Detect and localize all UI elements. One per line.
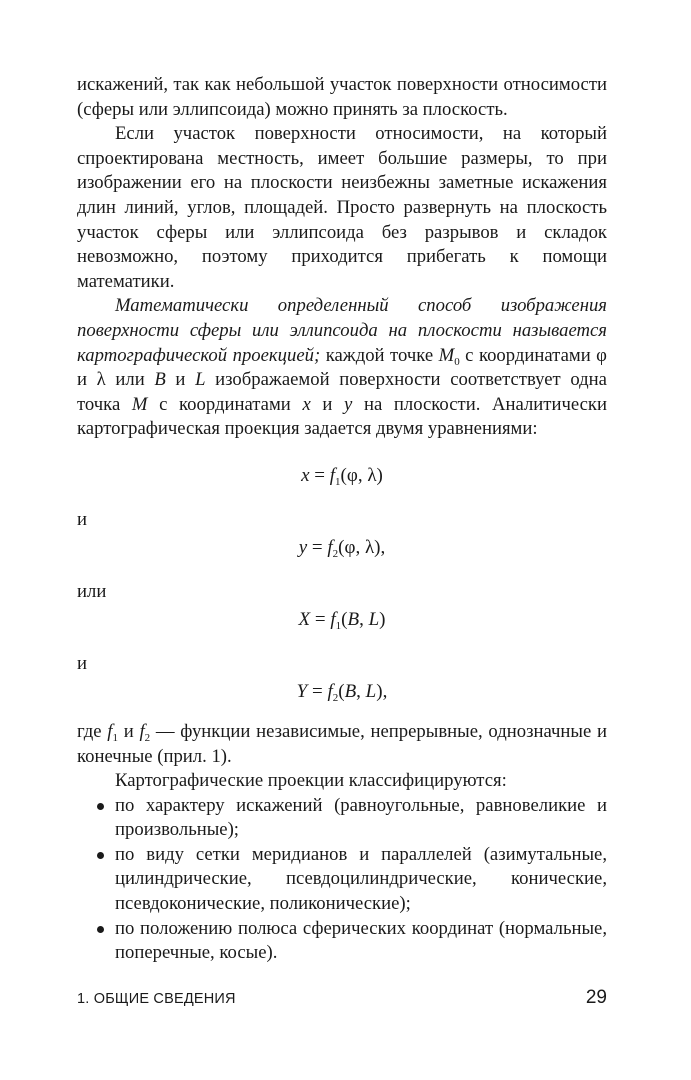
- eq-var: L: [368, 608, 380, 630]
- paragraph-2: Если участок поверхности относимости, на который спроектирована местность, имеет большие размеры, то при изображении его на плоскости неизбежны заметные искажения длин линий, углов, площадей. Просто развернуть на плоскость участок сферы или эллипсоида без разрывов и складок невозможно, поэтому приходится прибегать к помощи математики.: [77, 123, 607, 292]
- running-footer-section: 1. ОБЩИЕ СВЕДЕНИЯ: [77, 991, 236, 1007]
- eq-var: x: [301, 464, 310, 486]
- eq-var: L: [365, 680, 377, 702]
- page-body: [77, 73, 607, 966]
- eq-var: B: [344, 680, 357, 702]
- symbol-y: y: [344, 393, 353, 415]
- bullet-icon: [97, 803, 104, 810]
- eq-func: f: [327, 680, 333, 702]
- bullet-icon: [97, 852, 104, 859]
- classification-intro: Картографические проекции классифицируются:: [115, 770, 507, 792]
- subscript: 1: [335, 475, 341, 488]
- equation-4: [77, 680, 607, 704]
- list-item: [77, 917, 607, 966]
- eq-var: B: [347, 608, 360, 630]
- subscript: 2: [332, 547, 339, 560]
- subscript: 2: [332, 691, 339, 704]
- symbol-M: M: [131, 393, 148, 415]
- conjunction-and: и: [77, 652, 88, 674]
- text-fragment: с координатами: [147, 393, 303, 415]
- conjunction-or: или: [77, 580, 107, 602]
- eq-sign: =: [309, 464, 330, 486]
- list-item-text: по положению полюса сферических координат (нормальные, поперечные, косые).: [115, 917, 607, 964]
- eq-func: f: [329, 464, 336, 486]
- eq-var: X: [298, 608, 311, 630]
- eq-sign: =: [310, 608, 331, 630]
- text-fragment: с координатами φ и λ или: [77, 344, 607, 391]
- eq-func: f: [330, 608, 336, 630]
- paragraph-1: искажений, так как небольшой участок поверхности относимости (сферы или эллипсоида) можно принять за плоскость.: [77, 74, 607, 120]
- eq-var: Y: [296, 680, 308, 702]
- eq-args: (φ, λ): [340, 464, 383, 486]
- symbol-M: M: [438, 344, 455, 366]
- text-fragment: и: [310, 393, 345, 415]
- functions-description: [77, 720, 607, 769]
- equation-1: [77, 464, 607, 488]
- conjunction-and: и: [77, 508, 88, 530]
- eq-comma: ,: [356, 680, 366, 702]
- equation-2: [77, 536, 607, 560]
- symbol-f: f: [139, 720, 145, 742]
- text-fragment: изображаемой поверхности соответствует одна точка: [77, 369, 607, 415]
- subscript: 1: [335, 619, 342, 632]
- text-fragment: и: [165, 369, 196, 391]
- classification-list: [77, 794, 607, 966]
- list-item-text: по виду сетки меридианов и параллелей (азимутальные, цилиндрические, псевдоцилиндрические, конические, псевдоконические, поликонические);: [115, 843, 607, 915]
- symbol-x: x: [302, 393, 311, 415]
- eq-func: f: [327, 536, 333, 558]
- text-fragment: и: [117, 720, 140, 742]
- subscript: 1: [112, 731, 118, 744]
- eq-sign: =: [307, 536, 328, 558]
- paragraph-3: [77, 294, 607, 442]
- eq-var: y: [298, 536, 308, 558]
- bullet-icon: [97, 926, 104, 933]
- symbol-L: L: [195, 369, 206, 391]
- subscript: 2: [144, 731, 151, 744]
- eq-paren: ),: [376, 680, 388, 702]
- page-number: 29: [585, 987, 607, 1008]
- symbol-B: B: [154, 369, 166, 391]
- list-item: [77, 843, 607, 917]
- eq-sign: =: [307, 680, 328, 702]
- projection-definition: Математически определенный способ изображения поверхности сферы или эллипсоида на плоскости называется картографической проекцией;: [77, 295, 607, 366]
- subscript: 0: [454, 355, 460, 368]
- text-fragment: где: [77, 720, 108, 742]
- eq-args: (φ, λ),: [338, 536, 386, 558]
- eq-paren: (: [341, 608, 348, 630]
- text-fragment: на плоскости. Аналитически картографическая проекция задается двумя уравнениями:: [77, 393, 607, 440]
- eq-paren: ): [379, 608, 386, 630]
- list-item: [77, 794, 607, 843]
- text-fragment: — функции независимые, непрерывные, однозначные и конечные (прил. 1).: [77, 720, 607, 767]
- eq-comma: ,: [359, 608, 369, 630]
- text-fragment: каждой точке: [320, 344, 439, 366]
- eq-paren: (: [338, 680, 345, 702]
- list-item-text: по характеру искажений (равноугольные, равновеликие и произвольные);: [115, 794, 607, 841]
- equation-3: [77, 608, 607, 632]
- symbol-f: f: [107, 720, 113, 742]
